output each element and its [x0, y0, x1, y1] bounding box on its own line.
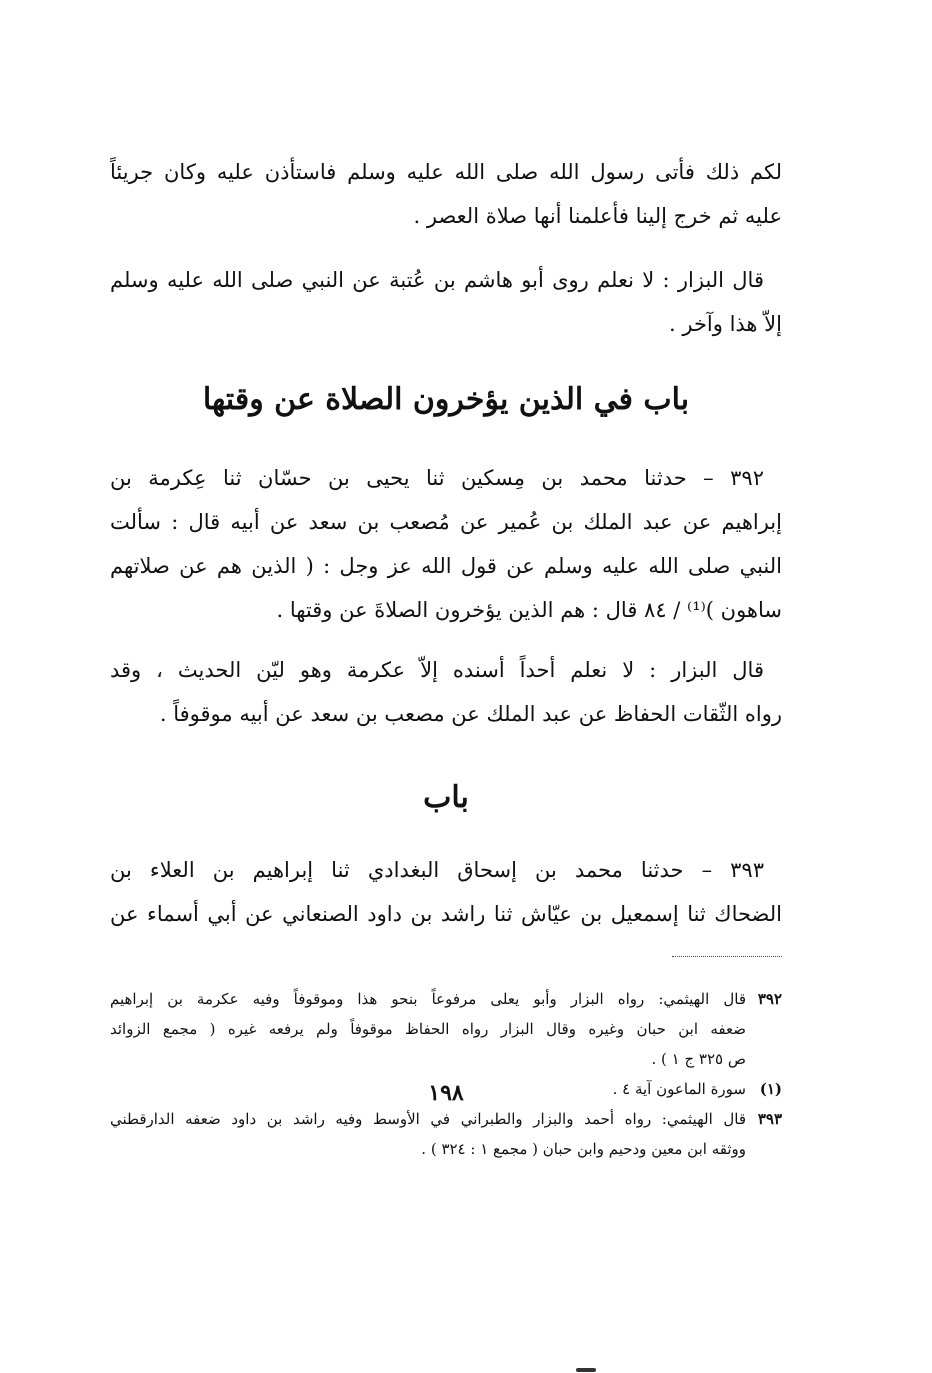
- chapter-heading-bab: باب: [423, 780, 469, 815]
- footnote-392: [110, 984, 782, 1074]
- hadith-392: [110, 456, 782, 632]
- bazzar-note-2-line-1: قال البزار : لا نعلم أحداً أسنده إلاّ عكرمة وهو ليّن الحديث ، وقد: [110, 658, 764, 682]
- scan-mark: [576, 1368, 596, 1372]
- footnote-separator: [672, 956, 782, 957]
- page-number: ١٩٨: [428, 1080, 464, 1106]
- footnotes: [110, 984, 782, 1164]
- footnote-line: قال الهيثمي: رواه البزار وأبو يعلى مرفوعاً بنحو هذا وموقوفاً وفيه عكرمة بن إبراهيم: [110, 990, 746, 1008]
- footnote-line: ضعفه ابن حبان وغيره وقال البزار رواه الحفاظ موقوفاً ولم يرفعه غيره ( مجمع الزوائد: [110, 1020, 746, 1038]
- footnote-body: [110, 984, 746, 1074]
- footnote-number: ٣٩٢: [757, 990, 782, 1008]
- chapter-heading-delaying-prayer: باب في الذين يؤخرون الصلاة عن وقتها: [202, 382, 690, 417]
- footnote-number: ٣٩٣: [757, 1110, 782, 1128]
- hadith-393-line-2: الضحاك ثنا إسمعيل بن عيّاش ثنا راشد بن داود الصنعاني عن أبي أسماء عن: [110, 902, 782, 926]
- intro-line-1: لكم ذلك فأتى رسول الله صلى الله عليه وسلم فاستأذن عليه وكان جريئاً: [110, 160, 782, 184]
- bazzar-note-2-line-2: رواه الثّقات الحفاظ عن عبد الملك عن مصعب بن سعد عن أبيه موقوفاً .: [159, 702, 782, 726]
- hadith-392-line-4: ساهون )⁽¹⁾ / ٨٤ قال : هم الذين يؤخرون الصلاةَ عن وقتها .: [276, 598, 782, 622]
- hadith-392-line-2: إبراهيم عن عبد الملك بن عُمير عن مُصعب بن سعد عن أبيه قال : سألت: [110, 510, 782, 534]
- footnote-number: (١): [759, 1080, 782, 1098]
- footnote-393: [110, 1104, 782, 1164]
- bazzar-note-2: [110, 648, 782, 736]
- intro-paragraph: [110, 150, 782, 238]
- bazzar-note-1-line-1: قال البزار : لا نعلم روى أبو هاشم بن عُتبة عن النبي صلى الله عليه وسلم: [110, 268, 764, 292]
- footnote-line: ووثقه ابن معين ودحيم وابن حبان ( مجمع ١ : ٣٢٤ ) .: [421, 1140, 746, 1158]
- intro-line-2: عليه ثم خرج إلينا فأعلمنا أنها صلاة العصر .: [413, 204, 782, 228]
- footnote-body: [110, 1104, 746, 1164]
- bazzar-note-1: [110, 258, 782, 346]
- hadith-392-line-3: النبي صلى الله عليه وسلم عن قول الله عز وجل : ( الذين هم عن صلاتهم: [110, 554, 782, 578]
- hadith-392-line-1: ٣٩٢ – حدثنا محمد بن مِسكين ثنا يحيى بن حسّان ثنا عِكرمة بن: [110, 466, 764, 490]
- footnote-line: سورة الماعون آية ٤ .: [612, 1080, 746, 1098]
- hadith-393-line-1: ٣٩٣ – حدثنا محمد بن إسحاق البغدادي ثنا إبراهيم بن العلاء بن: [110, 858, 764, 882]
- bazzar-note-1-line-2: إلاّ هذا وآخر .: [669, 312, 782, 336]
- footnote-line: ص ٣٢٥ ج ١ ) .: [651, 1050, 746, 1068]
- hadith-393: [110, 848, 782, 936]
- footnote-line: قال الهيثمي: رواه أحمد والبزار والطبراني في الأوسط وفيه راشد بن داود ضعفه الدارقطني: [110, 1110, 746, 1128]
- book-page: [110, 0, 782, 1373]
